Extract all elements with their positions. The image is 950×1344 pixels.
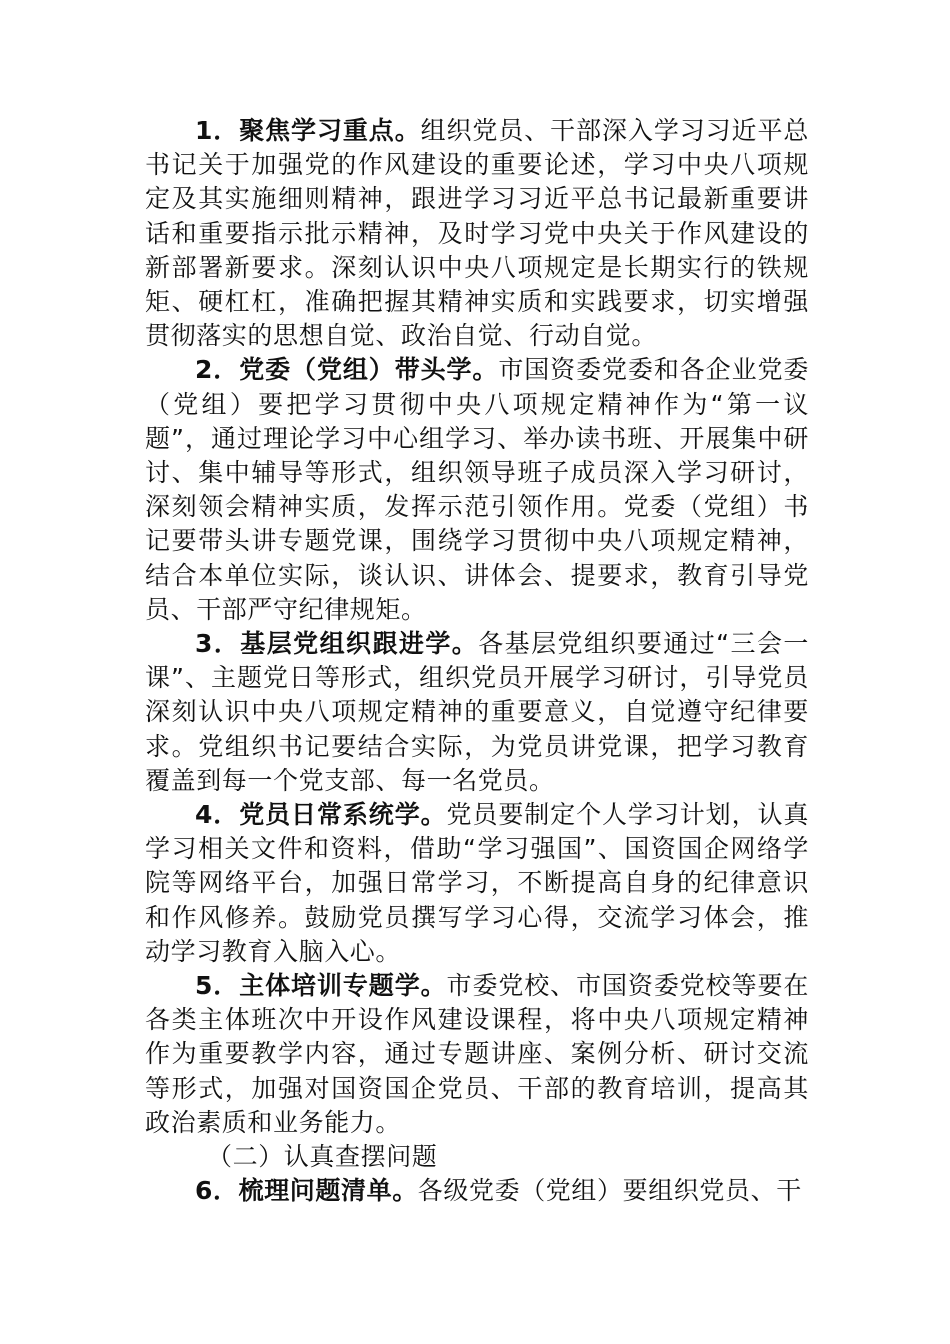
paragraph-heading: 1．聚焦学习重点。 (195, 116, 421, 145)
paragraph-text: 市委党校、市国资委党校等要在各类主体班次中开设作风建设课程，将中央八项规定精神作为重要教学内容，通过专题讲座、案例分析、研讨交流等形式，加强对国资国企党员、干部的教育培训，提高其政治素质和业务能力。 (145, 971, 809, 1137)
paragraph-text: 市国资委党委和各企业党委（党组）要把学习贯彻中央八项规定精神作为“第一议题”，通过理论学习中心组学习、举办读书班、开展集中研讨、集中辅导等形式，组织领导班子成员深入学习研讨，深刻领会精神实质，发挥示范引领作用。党委（党组）书记要带头讲专题党课，围绕学习贯彻中央八项规定精神，结合本单位实际，谈认识、讲体会、提要求，教育引导党员、干部严守纪律规矩。 (145, 355, 809, 624)
paragraph-4 (145, 798, 809, 969)
paragraph-6 (145, 1174, 809, 1208)
paragraph-2 (145, 353, 809, 627)
paragraph-heading: 6．梳理问题清单。 (195, 1176, 418, 1206)
paragraph-text: 各基层党组织要通过“三会一课”、主题党日等形式，组织党员开展学习研讨，引导党员深刻认识中央八项规定精神的重要意义，自觉遵守纪律要求。党组织书记要结合实际，为党员讲党课，把学习教育覆盖到每一个党支部、每一名党员。 (145, 629, 809, 795)
paragraph-heading: 2．党委（党组）带头学。 (195, 355, 499, 385)
paragraph-text: 党员要制定个人学习计划，认真学习相关文件和资料，借助“学习强国”、国资国企网络学院等网络平台，加强日常学习，不断提高自身的纪律意识和作风修养。鼓励党员撰写学习心得，交流学习体会，推动学习教育入脑入心。 (145, 800, 809, 966)
paragraph-heading: 5．主体培训专题学。 (195, 971, 447, 1001)
section-heading: （二）认真查摆问题 (207, 1142, 438, 1172)
paragraph-5 (145, 969, 809, 1140)
paragraph-text: 组织党员、干部深入学习习近平总书记关于加强党的作风建设的重要论述，学习中央八项规定及其实施细则精神，跟进学习习近平总书记最新重要讲话和重要指示批示精神，及时学习党中央关于作风建设的新部署新要求。深刻认识中央八项规定是长期实行的铁规矩、硬杠杠，准确把握其精神实质和实践要求，切实增强贯彻落实的思想自觉、政治自觉、行动自觉。 (145, 116, 809, 351)
paragraph-text: 各级党委（党组）要组织党员、干 (417, 1176, 802, 1206)
paragraph-heading: 4．党员日常系统学。 (195, 800, 447, 830)
paragraph-1 (145, 114, 809, 353)
document-body (145, 114, 809, 1209)
paragraph-heading: 3．基层党组织跟进学。 (195, 629, 479, 659)
paragraph-3 (145, 627, 809, 798)
